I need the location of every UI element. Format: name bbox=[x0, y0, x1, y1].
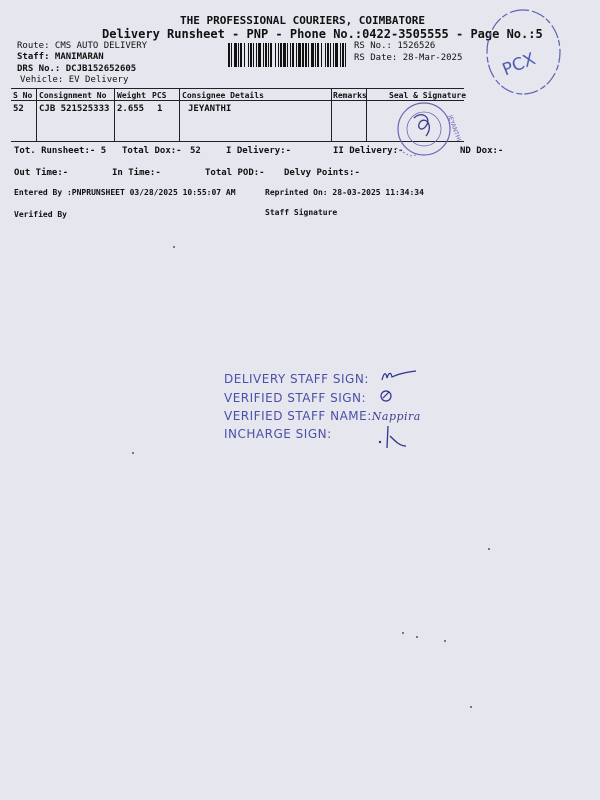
handwritten-staff-name: Nappira bbox=[371, 410, 421, 423]
delvy-points: Delvy Points:- bbox=[284, 168, 360, 178]
total-pod: Total POD:- bbox=[205, 168, 265, 178]
cell-consignment: CJB 521525333 bbox=[39, 104, 110, 114]
verified-staff-name: VERIFIED STAFF NAME:Nappira bbox=[224, 409, 421, 423]
pcx-text: PCX bbox=[499, 49, 539, 81]
barcode-bar bbox=[278, 43, 279, 67]
barcode-bar bbox=[263, 43, 264, 67]
barcode-bar bbox=[234, 43, 237, 67]
barcode-bar bbox=[317, 43, 319, 67]
out-time: Out Time:- bbox=[14, 168, 69, 178]
delivery-staff-sign: DELIVERY STAFF SIGN: bbox=[224, 372, 369, 386]
total-dox-value: 52 bbox=[190, 146, 201, 156]
drs-number: DRS No.: DCJB152652605 bbox=[17, 64, 137, 74]
barcode-bar bbox=[327, 43, 329, 67]
barcode-bar bbox=[265, 43, 267, 67]
entered-by: Entered By :PNPRUNSHEET 03/28/2025 10:55:07 AM bbox=[14, 188, 236, 197]
col-header-remarks: Remarks bbox=[333, 91, 367, 100]
pcx-stamp bbox=[483, 6, 563, 98]
barcode-bar bbox=[228, 43, 230, 67]
seal-ring-text: JEYANTHI bbox=[446, 114, 463, 143]
barcode-bar bbox=[280, 43, 282, 67]
barcode-bar bbox=[342, 43, 344, 67]
col-header-sno: S No bbox=[13, 91, 33, 100]
barcode-bar bbox=[330, 43, 331, 67]
barcode-bar bbox=[238, 43, 239, 67]
barcode-bar bbox=[253, 43, 254, 67]
round-seal-stamp bbox=[366, 96, 470, 170]
rs-number: RS No.: 1526526 bbox=[354, 41, 436, 51]
incharge-sign: INCHARGE SIGN: bbox=[224, 427, 332, 441]
barcode-image bbox=[228, 43, 346, 67]
verified-staff-sign: VERIFIED STAFF SIGN: bbox=[224, 391, 367, 405]
barcode-bar bbox=[283, 43, 286, 67]
verified-by: Verified By bbox=[14, 210, 67, 219]
ii-delivery: II Delivery:- bbox=[333, 146, 404, 156]
staff-label: Staff: MANIMARAN bbox=[17, 52, 104, 62]
signature-stamp-block bbox=[224, 362, 464, 462]
barcode-bar bbox=[248, 43, 249, 67]
barcode-bar bbox=[315, 43, 316, 67]
col-header-consignee: Consignee Details bbox=[182, 91, 264, 100]
company-name: THE PROFESSIONAL COURIERS, COIMBATORE bbox=[180, 14, 426, 27]
barcode-bar bbox=[340, 43, 341, 67]
barcode-bar bbox=[240, 43, 242, 67]
col-header-consignment: Consignment No bbox=[39, 91, 107, 100]
runsheet-title: Delivery Runsheet - PNP - Phone No.:0422-3505555 - Page No.:5 bbox=[102, 27, 543, 41]
handwritten-signatures bbox=[371, 362, 464, 462]
barcode-bar bbox=[231, 43, 232, 67]
barcode-bar bbox=[335, 43, 338, 67]
barcode-bar bbox=[268, 43, 269, 67]
seal-signature-scribble bbox=[414, 115, 429, 136]
barcode-bar bbox=[333, 43, 334, 67]
barcode-bar bbox=[250, 43, 252, 67]
col-header-pcs: PCS bbox=[152, 91, 167, 100]
tot-runsheet: Tot. Runsheet:- 5 bbox=[14, 146, 107, 156]
route-label: Route: CMS AUTO DELIVERY bbox=[17, 41, 148, 51]
rs-date: RS Date: 28-Mar-2025 bbox=[354, 53, 463, 63]
barcode-bar bbox=[244, 43, 245, 67]
barcode-bar bbox=[270, 43, 272, 67]
cell-pcs: 1 bbox=[157, 104, 163, 114]
cell-consignee: JEYANTHI bbox=[188, 104, 232, 114]
barcode-bar bbox=[256, 43, 257, 67]
barcode-bar bbox=[302, 43, 304, 67]
reprinted-on: Reprinted On: 28-03-2025 11:34:34 bbox=[265, 188, 424, 197]
barcode-bar bbox=[308, 43, 309, 67]
barcode-bar bbox=[345, 43, 346, 67]
barcode-bar bbox=[258, 43, 261, 67]
vehicle-label: Vehicle: EV Delivery bbox=[20, 75, 129, 85]
staff-signature-label: Staff Signature bbox=[265, 208, 338, 217]
barcode-bar bbox=[292, 43, 294, 67]
barcode-bar bbox=[290, 43, 291, 67]
col-header-seal: Seal & Signature bbox=[389, 91, 467, 100]
in-time: In Time:- bbox=[112, 168, 161, 178]
barcode-bar bbox=[321, 43, 322, 67]
barcode-bar bbox=[287, 43, 288, 67]
barcode-bar bbox=[305, 43, 307, 67]
nd-dox: ND Dox:- bbox=[460, 146, 504, 156]
i-delivery: I Delivery:- bbox=[226, 146, 292, 156]
barcode-bar bbox=[298, 43, 301, 67]
cell-weight: 2.655 bbox=[117, 104, 145, 114]
cell-sno: 52 bbox=[13, 104, 24, 114]
barcode-bar bbox=[296, 43, 297, 67]
col-header-weight: Weight bbox=[117, 91, 146, 100]
barcode-bar bbox=[275, 43, 276, 67]
barcode-bar bbox=[311, 43, 314, 67]
total-dox-label: Total Dox:- bbox=[122, 146, 182, 156]
barcode-bar bbox=[325, 43, 326, 67]
